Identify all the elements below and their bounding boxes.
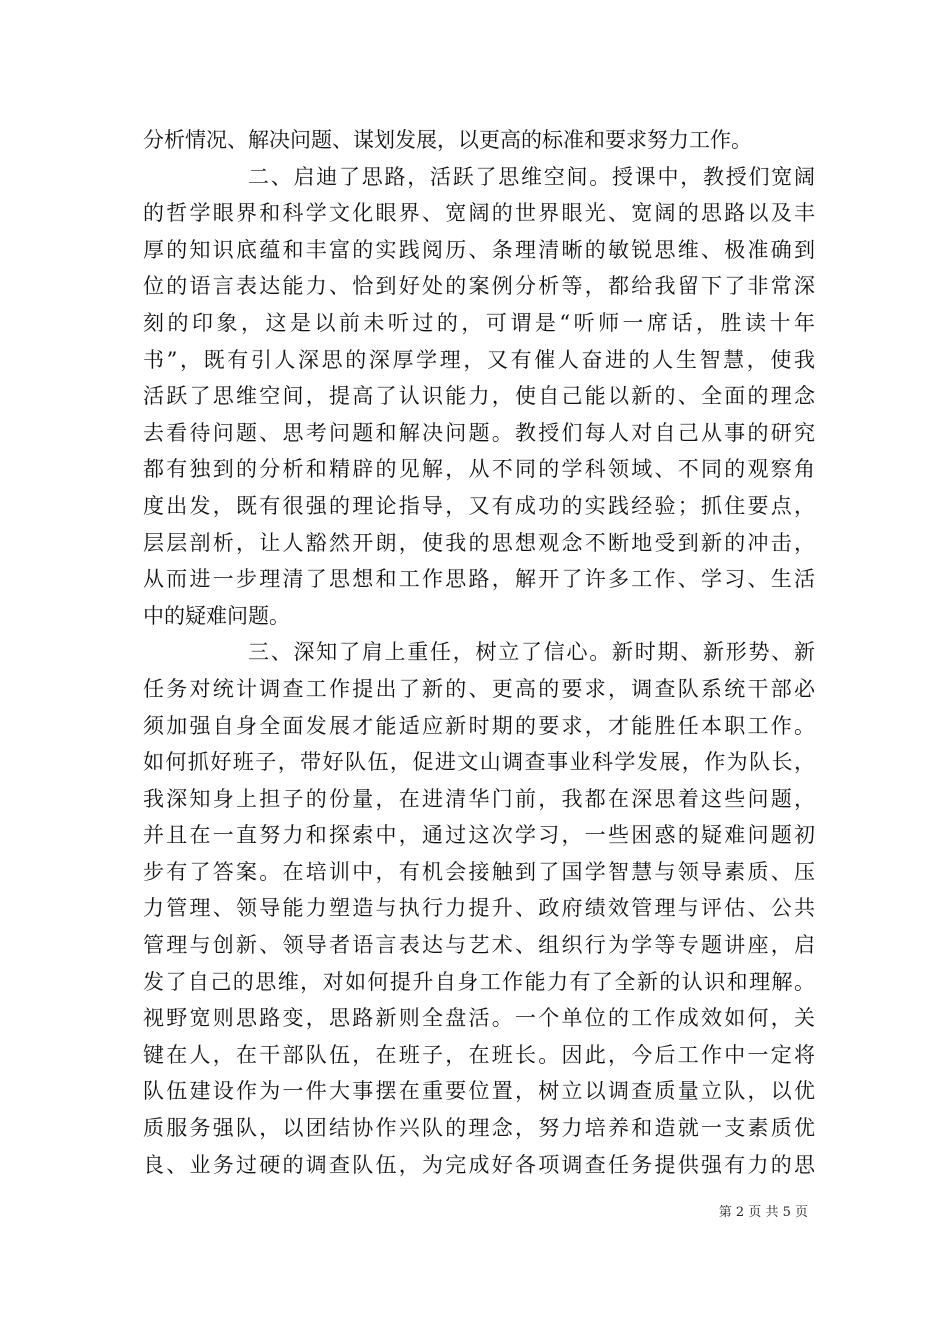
text-line: 发了自己的思维，对如何提升自身工作能力有了全新的认识和理解。	[143, 969, 815, 994]
text-line: 层层剖析，让人豁然开朗，使我的思想观念不断地受到新的冲击，	[143, 530, 815, 555]
paragraph	[143, 122, 815, 159]
text-line: 都有独到的分析和精辟的见解，从不同的学科领域、不同的观察角	[143, 457, 815, 482]
text-line: 去看待问题、思考问题和解决问题。教授们每人对自己从事的研究	[143, 420, 815, 445]
text-line: 度出发，既有很强的理论指导，又有成功的实践经验；抓住要点，	[143, 493, 815, 518]
text-line: 刻的印象，这是以前未听过的，可谓是“听师一席话，胜读十年	[143, 310, 815, 335]
text-line: 质服务强队，以团结协作兴队的理念，努力培养和造就一支素质优	[143, 1116, 815, 1141]
page-number-footer: 第 2 页 共 5 页	[718, 1205, 808, 1220]
text-line: 管理与创新、领导者语言表达与艺术、组织行为学等专题讲座，启	[143, 933, 815, 958]
text-line: 我深知身上担子的份量，在进清华门前，我都在深思着这些问题，	[143, 786, 815, 811]
text-line: 队伍建设作为一件大事摆在重要位置，树立以调查质量立队，以优	[143, 1079, 815, 1104]
text-line: 任务对统计调查工作提出了新的、更高的要求，调查队系统干部必	[143, 676, 815, 701]
text-line: 位的语言表达能力、恰到好处的案例分析等，都给我留下了非常深	[143, 274, 815, 299]
text-line: 并且在一直努力和探索中，通过这次学习，一些困惑的疑难问题初	[143, 823, 815, 848]
text-line: 书”，既有引人深思的深厚学理，又有催人奋进的人生智慧，使我	[143, 347, 815, 372]
text-line: 良、业务过硬的调查队伍，为完成好各项调查任务提供强有力的思	[143, 1152, 815, 1177]
text-line: 中的疑难问题。	[143, 603, 290, 628]
paragraph	[143, 159, 815, 635]
text-line: 步有了答案。在培训中，有机会接触到了国学智慧与领导素质、压	[143, 859, 815, 884]
text-line: 键在人，在干部队伍，在班子，在班长。因此，今后工作中一定将	[143, 1042, 815, 1067]
text-line: 须加强自身全面发展才能适应新时期的要求，才能胜任本职工作。	[143, 713, 815, 738]
text-line: 二、启迪了思路，活跃了思维空间。授课中，教授们宽阔	[248, 164, 815, 189]
text-line: 活跃了思维空间，提高了认识能力，使自己能以新的、全面的理念	[143, 384, 815, 409]
text-line: 分析情况、解决问题、谋划发展，以更高的标准和要求努力工作。	[143, 128, 752, 152]
text-line: 从而进一步理清了思想和工作思路，解开了许多工作、学习、生活	[143, 567, 815, 592]
document-body	[143, 122, 815, 1183]
text-line: 视野宽则思路变，思路新则全盘活。一个单位的工作成效如何，关	[143, 1006, 815, 1031]
text-line: 厚的知识底蕴和丰富的实践阅历、条理清晰的敏锐思维、极准确到	[143, 237, 815, 262]
text-line: 的哲学眼界和科学文化眼界、宽阔的世界眼光、宽阔的思路以及丰	[143, 201, 815, 226]
text-line: 三、深知了肩上重任，树立了信心。新时期、新形势、新	[248, 640, 815, 665]
text-line: 如何抓好班子，带好队伍，促进文山调查事业科学发展，作为队长，	[143, 750, 815, 775]
paragraph	[143, 634, 815, 1183]
text-line: 力管理、领导能力塑造与执行力提升、政府绩效管理与评估、公共	[143, 896, 815, 921]
